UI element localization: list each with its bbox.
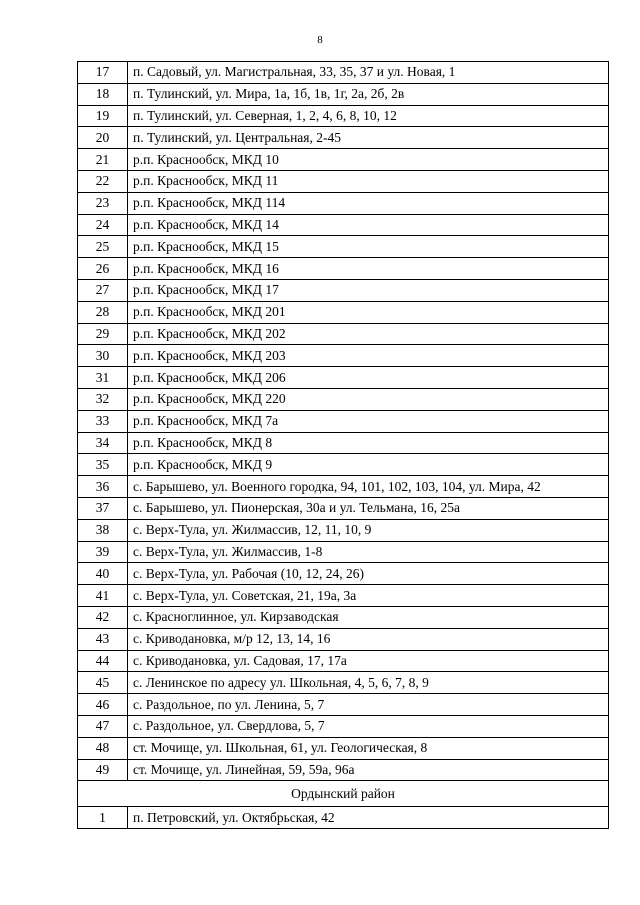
row-address: с. Барышево, ул. Военного городка, 94, 101, 102, 103, 104, ул. Мира, 42	[128, 476, 609, 498]
row-number: 29	[78, 323, 128, 345]
row-number: 49	[78, 759, 128, 781]
table-row	[78, 715, 609, 737]
section-title: Ордынский район	[78, 781, 609, 807]
row-address: п. Тулинский, ул. Центральная, 2-45	[128, 127, 609, 149]
row-address: с. Криводановка, м/р 12, 13, 14, 16	[128, 628, 609, 650]
row-number: 41	[78, 585, 128, 607]
table-row	[78, 541, 609, 563]
row-number: 32	[78, 388, 128, 410]
row-number: 30	[78, 345, 128, 367]
row-address: с. Верх-Тула, ул. Советская, 21, 19а, 3а	[128, 585, 609, 607]
row-address: р.п. Краснообск, МКД 201	[128, 301, 609, 323]
row-number: 1	[78, 807, 128, 829]
table-row	[78, 628, 609, 650]
row-number: 37	[78, 497, 128, 519]
table-row	[78, 170, 609, 192]
row-number: 31	[78, 367, 128, 389]
row-number: 48	[78, 737, 128, 759]
row-number: 26	[78, 258, 128, 280]
row-number: 20	[78, 127, 128, 149]
row-address: с. Красноглинное, ул. Кирзаводская	[128, 606, 609, 628]
row-number: 46	[78, 694, 128, 716]
table-row	[78, 694, 609, 716]
row-number: 40	[78, 563, 128, 585]
row-number: 43	[78, 628, 128, 650]
table-row	[78, 236, 609, 258]
row-number: 44	[78, 650, 128, 672]
row-address: р.п. Краснообск, МКД 220	[128, 388, 609, 410]
table-row	[78, 279, 609, 301]
address-table-body	[78, 62, 609, 829]
row-address: р.п. Краснообск, МКД 114	[128, 192, 609, 214]
table-row	[78, 519, 609, 541]
table-row	[78, 650, 609, 672]
row-address: п. Петровский, ул. Октябрьская, 42	[128, 807, 609, 829]
row-address: р.п. Краснообск, МКД 15	[128, 236, 609, 258]
row-number: 17	[78, 62, 128, 84]
row-number: 28	[78, 301, 128, 323]
table-row	[78, 214, 609, 236]
table-row	[78, 476, 609, 498]
table-row	[78, 83, 609, 105]
row-address: с. Верх-Тула, ул. Рабочая (10, 12, 24, 26)	[128, 563, 609, 585]
row-number: 38	[78, 519, 128, 541]
table-row	[78, 301, 609, 323]
table-row	[78, 672, 609, 694]
row-address: р.п. Краснообск, МКД 203	[128, 345, 609, 367]
table-row	[78, 606, 609, 628]
table-row	[78, 388, 609, 410]
row-number: 18	[78, 83, 128, 105]
row-address: п. Садовый, ул. Магистральная, 33, 35, 37 и ул. Новая, 1	[128, 62, 609, 84]
table-row	[78, 454, 609, 476]
table-row	[78, 192, 609, 214]
table-row	[78, 345, 609, 367]
table-row	[78, 323, 609, 345]
row-number: 45	[78, 672, 128, 694]
row-number: 47	[78, 715, 128, 737]
table-row	[78, 432, 609, 454]
row-number: 19	[78, 105, 128, 127]
table-row	[78, 258, 609, 280]
row-number: 39	[78, 541, 128, 563]
row-address: р.п. Краснообск, МКД 9	[128, 454, 609, 476]
address-table	[77, 61, 609, 829]
row-number: 34	[78, 432, 128, 454]
row-address: р.п. Краснообск, МКД 10	[128, 149, 609, 171]
row-number: 24	[78, 214, 128, 236]
table-row	[78, 149, 609, 171]
table-row	[78, 585, 609, 607]
page-number: 8	[317, 34, 323, 46]
row-address: с. Верх-Тула, ул. Жилмассив, 12, 11, 10, 9	[128, 519, 609, 541]
row-number: 25	[78, 236, 128, 258]
table-row	[78, 759, 609, 781]
row-address: с. Раздольное, по ул. Ленина, 5, 7	[128, 694, 609, 716]
table-row	[78, 410, 609, 432]
row-address: ст. Мочище, ул. Линейная, 59, 59а, 96а	[128, 759, 609, 781]
row-number: 23	[78, 192, 128, 214]
table-row	[78, 105, 609, 127]
row-number: 36	[78, 476, 128, 498]
row-number: 21	[78, 149, 128, 171]
table-row	[78, 497, 609, 519]
section-header-row	[78, 781, 609, 807]
table-row	[78, 737, 609, 759]
table-row	[78, 563, 609, 585]
row-address: р.п. Краснообск, МКД 7а	[128, 410, 609, 432]
table-row	[78, 62, 609, 84]
row-address: р.п. Краснообск, МКД 11	[128, 170, 609, 192]
row-address: ст. Мочище, ул. Школьная, 61, ул. Геологическая, 8	[128, 737, 609, 759]
row-number: 22	[78, 170, 128, 192]
row-number: 42	[78, 606, 128, 628]
row-number: 35	[78, 454, 128, 476]
table-row	[78, 127, 609, 149]
row-address: р.п. Краснообск, МКД 8	[128, 432, 609, 454]
row-address: с. Раздольное, ул. Свердлова, 5, 7	[128, 715, 609, 737]
row-address: р.п. Краснообск, МКД 17	[128, 279, 609, 301]
row-address: р.п. Краснообск, МКД 14	[128, 214, 609, 236]
row-address: с. Барышево, ул. Пионерская, 30а и ул. Тельмана, 16, 25а	[128, 497, 609, 519]
row-address: с. Криводановка, ул. Садовая, 17, 17а	[128, 650, 609, 672]
table-row	[78, 367, 609, 389]
row-address: р.п. Краснообск, МКД 16	[128, 258, 609, 280]
row-address: р.п. Краснообск, МКД 206	[128, 367, 609, 389]
row-address: с. Ленинское по адресу ул. Школьная, 4, 5, 6, 7, 8, 9	[128, 672, 609, 694]
row-address: р.п. Краснообск, МКД 202	[128, 323, 609, 345]
row-address: п. Тулинский, ул. Мира, 1а, 1б, 1в, 1г, 2а, 2б, 2в	[128, 83, 609, 105]
row-number: 33	[78, 410, 128, 432]
table-row	[78, 807, 609, 829]
row-address: п. Тулинский, ул. Северная, 1, 2, 4, 6, 8, 10, 12	[128, 105, 609, 127]
row-address: с. Верх-Тула, ул. Жилмассив, 1-8	[128, 541, 609, 563]
row-number: 27	[78, 279, 128, 301]
